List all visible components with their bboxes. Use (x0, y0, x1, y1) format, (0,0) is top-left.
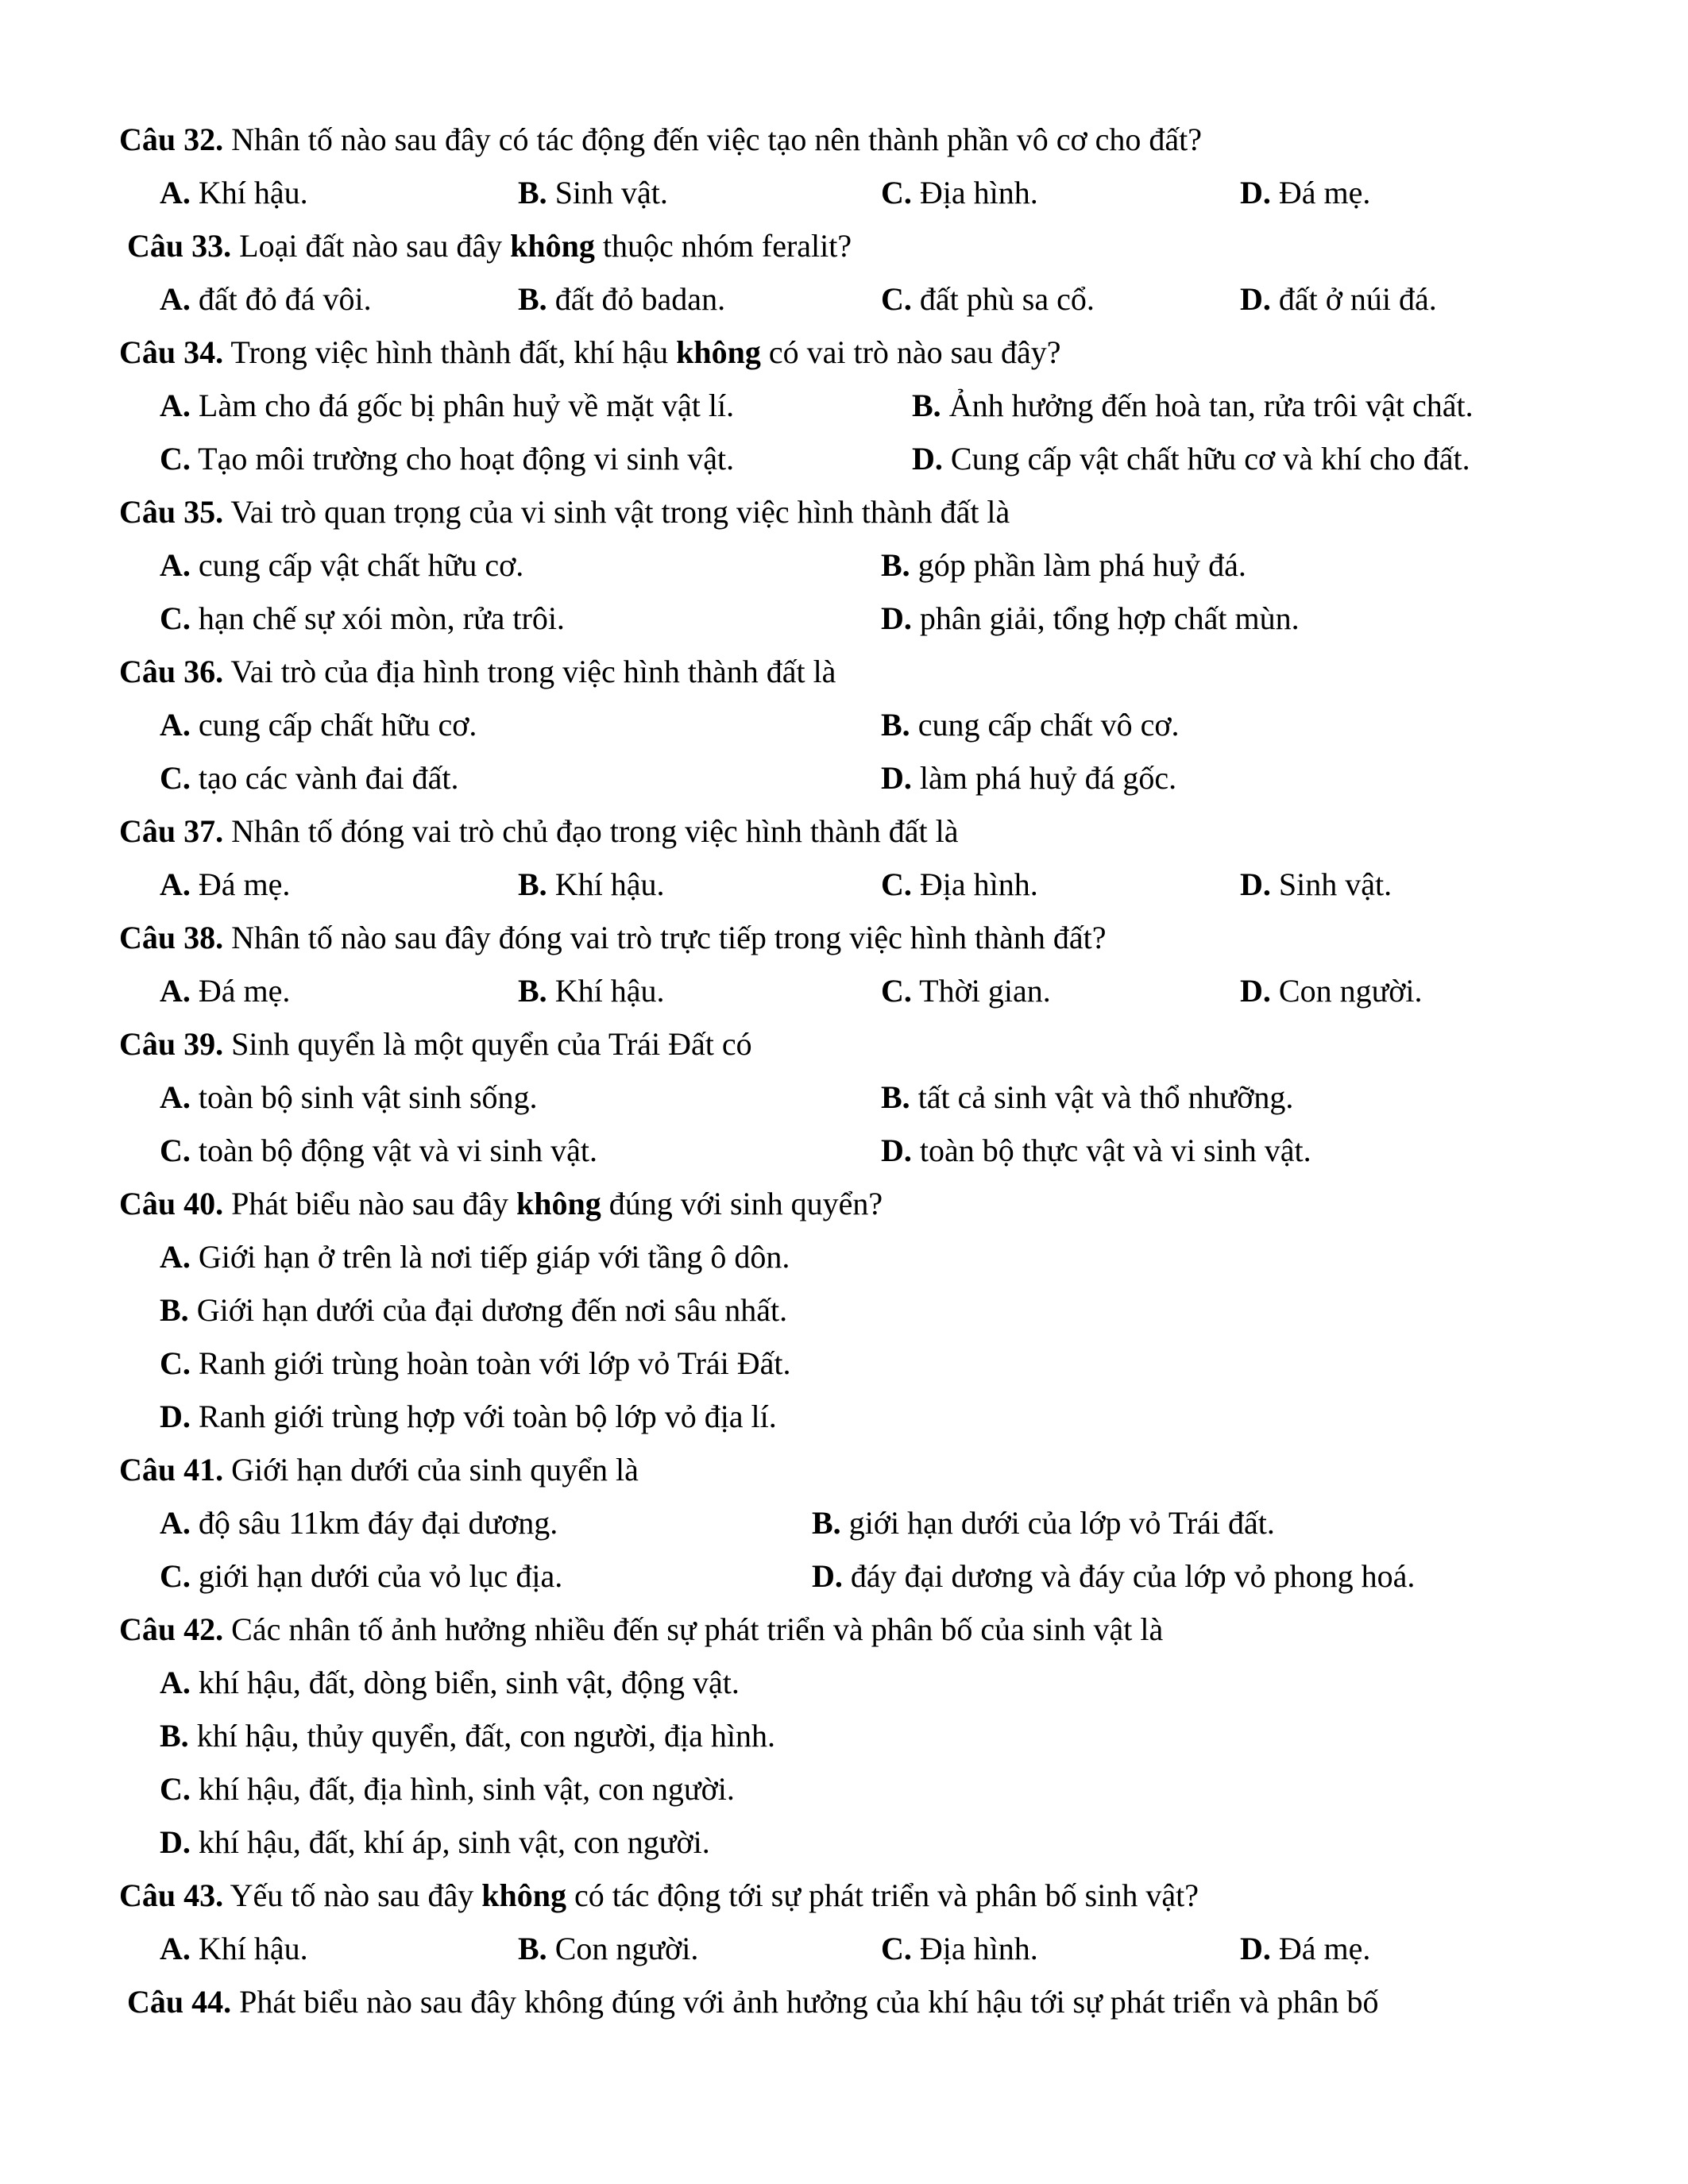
question-label: Câu 35. (119, 494, 224, 530)
emphasis-khong: không (481, 1877, 566, 1913)
option-c: C. Ranh giới trùng hoàn toàn với lớp vỏ Trái Đất. (160, 1345, 791, 1381)
question-40: Câu 40. Phát biểu nào sau đây không đúng với sinh quyển? (119, 1186, 883, 1221)
option-a: A. Đá mẹ. (160, 973, 291, 1009)
option-a: A. Giới hạn ở trên là nơi tiếp giáp với tầng ô dôn. (160, 1239, 790, 1275)
option-c: C. đất phù sa cổ. (881, 281, 1095, 317)
option-c: C. Địa hình. (881, 1931, 1038, 1966)
option-b: B. Khí hậu. (518, 973, 665, 1009)
question-label: Câu 33. (127, 228, 232, 264)
option-a: A. khí hậu, đất, dòng biển, sinh vật, động vật. (160, 1665, 740, 1700)
option-b: B. Ảnh hưởng đến hoà tan, rửa trôi vật chất. (912, 388, 1474, 423)
option-d: D. đất ở núi đá. (1240, 281, 1437, 317)
option-d: D. đáy đại dương và đáy của lớp vỏ phong hoá. (812, 1558, 1416, 1594)
option-d: D. Sinh vật. (1240, 866, 1393, 902)
option-a: A. độ sâu 11km đáy đại dương. (160, 1505, 558, 1541)
option-d: D. toàn bộ thực vật và vi sinh vật. (881, 1133, 1311, 1168)
option-a: A. cung cấp vật chất hữu cơ. (160, 547, 524, 583)
option-a: A. cung cấp chất hữu cơ. (160, 707, 477, 743)
question-41: Câu 41. Giới hạn dưới của sinh quyển là (119, 1452, 639, 1488)
option-b: B. Giới hạn dưới của đại dương đến nơi sâu nhất. (160, 1292, 788, 1328)
option-a: A. đất đỏ đá vôi. (160, 281, 372, 317)
option-a: A. Khí hậu. (160, 1931, 308, 1966)
question-stem: Nhân tố nào sau đây có tác động đến việc tạo nên thành phần vô cơ cho đất? (231, 122, 1202, 157)
question-37: Câu 37. Nhân tố đóng vai trò chủ đạo trong việc hình thành đất là (119, 813, 959, 849)
option-d: D. làm phá huỷ đá gốc. (881, 760, 1177, 796)
option-d: D. Đá mẹ. (1240, 1931, 1371, 1966)
option-c: C. Địa hình. (881, 175, 1038, 210)
option-b: B. Khí hậu. (518, 866, 665, 902)
question-label: Câu 37. (119, 813, 224, 849)
question-34: Câu 34. Trong việc hình thành đất, khí hậu không có vai trò nào sau đây? (119, 334, 1061, 370)
question-label: Câu 44. (127, 1984, 232, 2020)
question-label: Câu 41. (119, 1452, 224, 1488)
option-a: A. toàn bộ sinh vật sinh sống. (160, 1079, 538, 1115)
option-c: C. Tạo môi trường cho hoạt động vi sinh vật. (160, 441, 735, 477)
option-a: A. Làm cho đá gốc bị phân huỷ về mặt vật lí. (160, 388, 735, 423)
option-c: C. toàn bộ động vật và vi sinh vật. (160, 1133, 598, 1168)
option-b: B. Sinh vật. (518, 175, 668, 210)
emphasis-khong: không (676, 334, 761, 370)
question-label: Câu 39. (119, 1026, 224, 1062)
question-label: Câu 32. (119, 122, 224, 157)
option-a: A. Khí hậu. (160, 175, 308, 210)
question-42: Câu 42. Các nhân tố ảnh hưởng nhiều đến sự phát triển và phân bố của sinh vật là (119, 1611, 1164, 1647)
option-c: C. Thời gian. (881, 973, 1051, 1009)
option-a: A. Đá mẹ. (160, 866, 291, 902)
question-35: Câu 35. Vai trò quan trọng của vi sinh vật trong việc hình thành đất là (119, 494, 1010, 530)
question-32 (119, 121, 1202, 159)
option-d: D. khí hậu, đất, khí áp, sinh vật, con người. (160, 1824, 710, 1860)
question-label: Câu 43. (119, 1877, 224, 1913)
option-c: C. hạn chế sự xói mòn, rửa trôi. (160, 600, 565, 636)
option-c: C. Địa hình. (881, 866, 1038, 902)
question-36: Câu 36. Vai trò của địa hình trong việc hình thành đất là (119, 654, 836, 689)
emphasis-khong: không (510, 228, 595, 264)
option-b: B. giới hạn dưới của lớp vỏ Trái đất. (812, 1505, 1275, 1541)
question-label: Câu 34. (119, 334, 224, 370)
question-43: Câu 43. Yếu tố nào sau đây không có tác động tới sự phát triển và phân bố sinh vật? (119, 1877, 1199, 1913)
question-39: Câu 39. Sinh quyển là một quyển của Trái Đất có (119, 1026, 752, 1062)
option-d: D. Ranh giới trùng hợp với toàn bộ lớp vỏ địa lí. (160, 1399, 777, 1434)
question-label: Câu 42. (119, 1611, 224, 1647)
question-44: Câu 44. Phát biểu nào sau đây không đúng với ảnh hưởng của khí hậu tới sự phát triển và phân bố (127, 1984, 1379, 2020)
question-label: Câu 38. (119, 920, 224, 955)
option-c: C. tạo các vành đai đất. (160, 760, 459, 796)
question-38: Câu 38. Nhân tố nào sau đây đóng vai trò trực tiếp trong việc hình thành đất? (119, 920, 1107, 955)
question-label: Câu 36. (119, 654, 224, 689)
option-c: C. giới hạn dưới của vỏ lục địa. (160, 1558, 563, 1594)
option-d: D. phân giải, tổng hợp chất mùn. (881, 600, 1300, 636)
option-d: D. Đá mẹ. (1240, 175, 1371, 210)
option-b: B. tất cả sinh vật và thổ nhưỡng. (881, 1079, 1294, 1115)
emphasis-khong: không (516, 1186, 601, 1221)
option-d: D. Con người. (1240, 973, 1423, 1009)
option-c: C. khí hậu, đất, địa hình, sinh vật, con người. (160, 1771, 735, 1807)
option-b: B. khí hậu, thủy quyển, đất, con người, địa hình. (160, 1718, 775, 1754)
option-b: B. Con người. (518, 1931, 699, 1966)
option-b: B. đất đỏ badan. (518, 281, 726, 317)
option-b: B. cung cấp chất vô cơ. (881, 707, 1180, 743)
question-label: Câu 40. (119, 1186, 224, 1221)
option-d: D. Cung cấp vật chất hữu cơ và khí cho đất. (912, 441, 1470, 477)
option-b: B. góp phần làm phá huỷ đá. (881, 547, 1246, 583)
question-33: Câu 33. Loại đất nào sau đây không thuộc nhóm feralit? (127, 228, 852, 264)
